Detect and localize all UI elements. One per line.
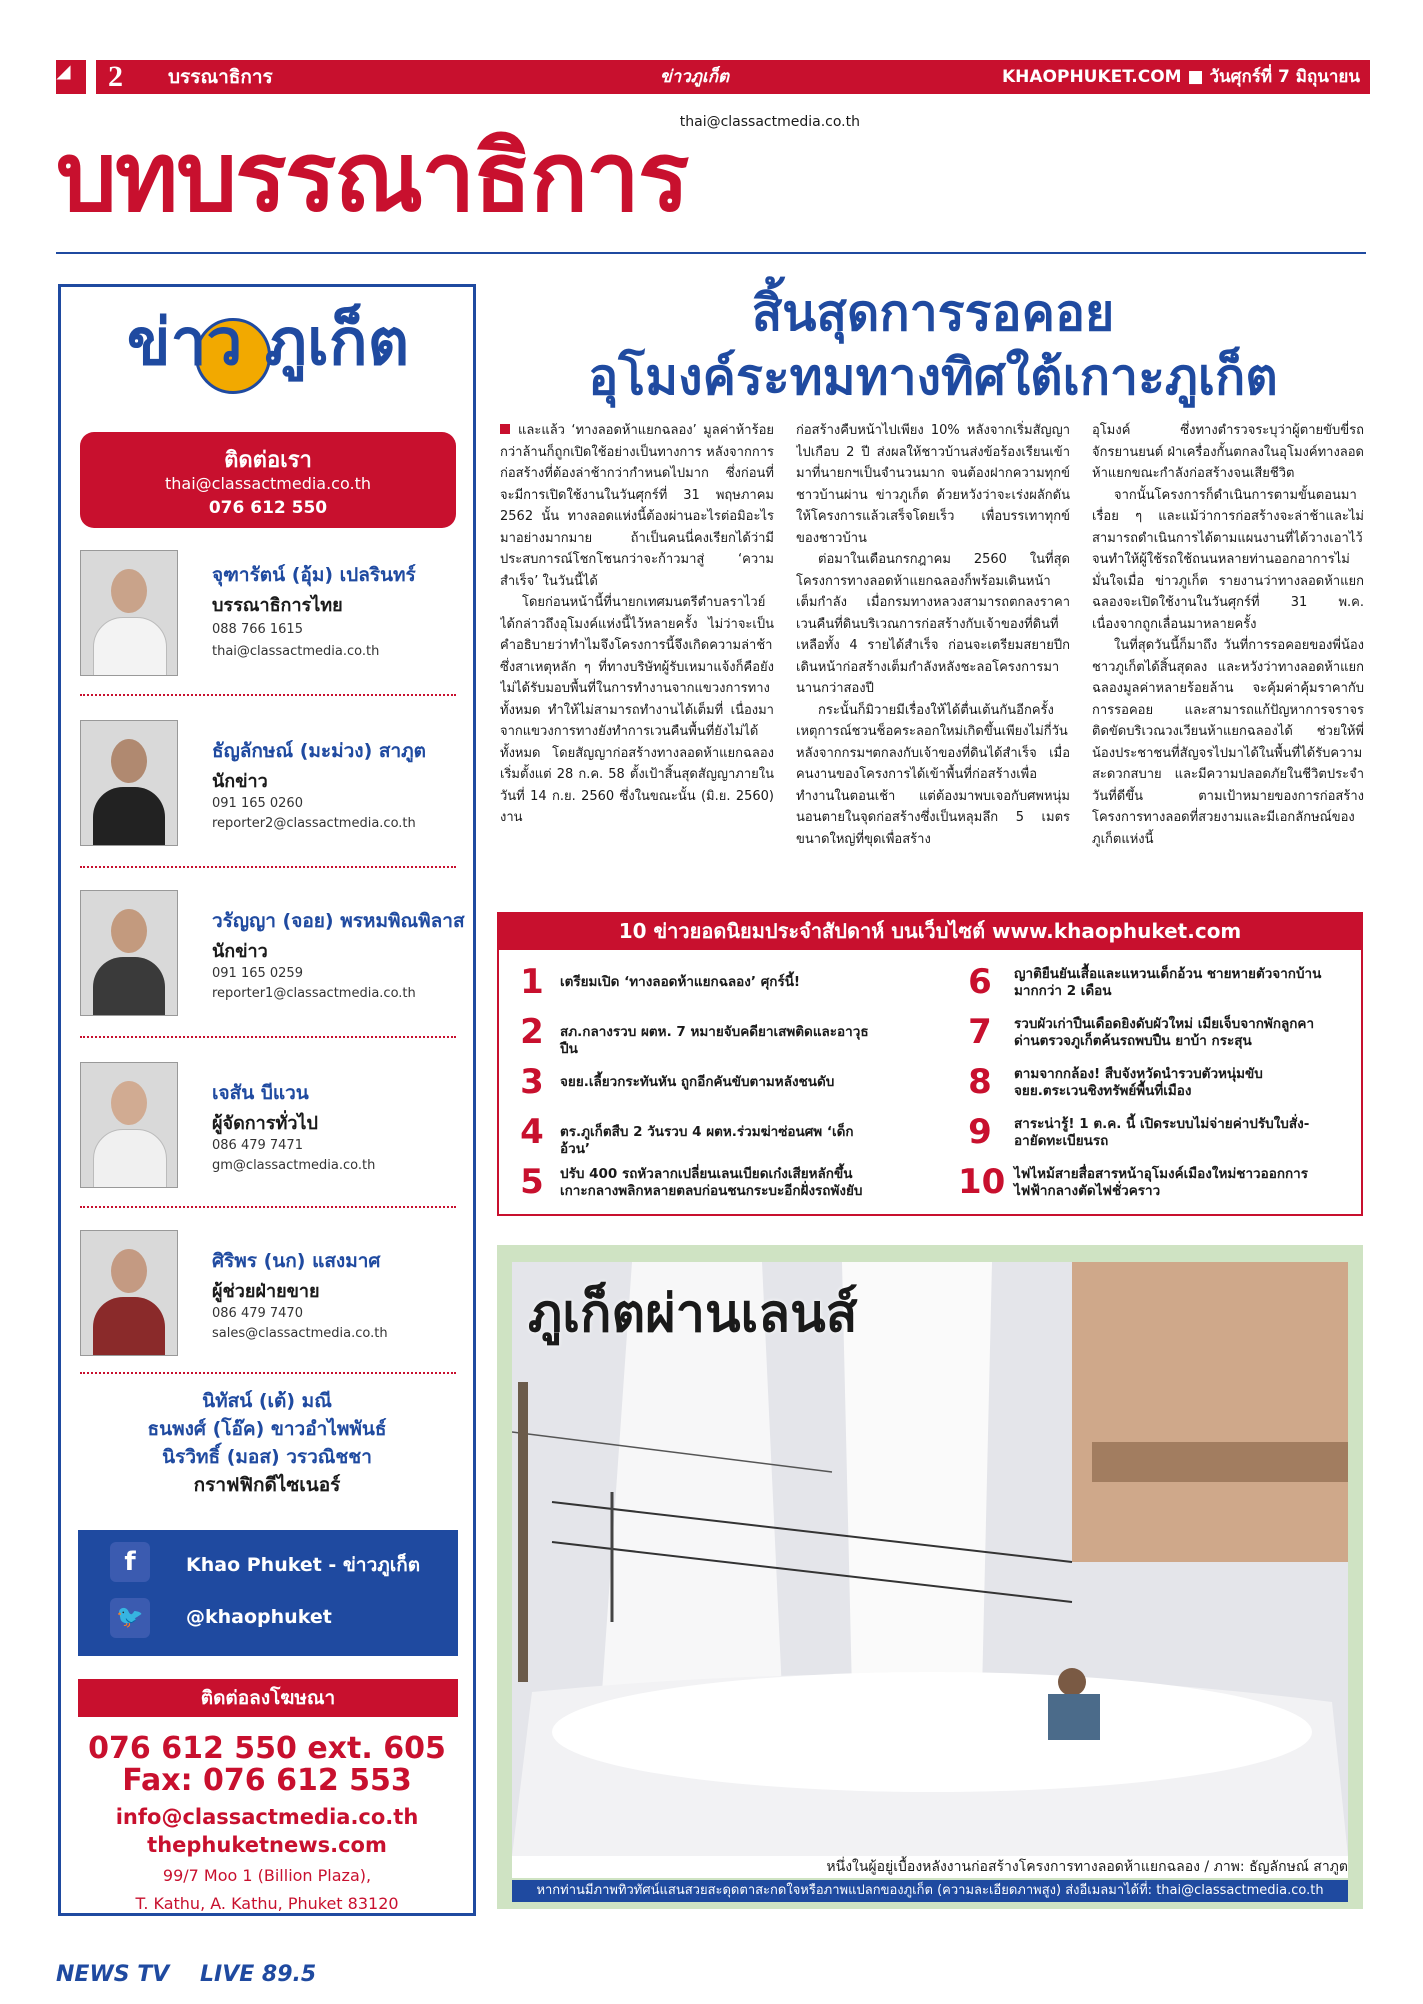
top10-item[interactable]: เตรียมเปิด ‘ทางลอดห้าแยกฉลอง’ ศุกร์นี้! (560, 974, 801, 990)
designer-role: กราฟฟิกดีไซเนอร์ (193, 1474, 341, 1496)
photo-illustration (512, 1262, 1348, 1856)
staff-phone: 091 165 0259 (212, 966, 303, 981)
divider (80, 1036, 456, 1038)
paragraph: ต่อมาในเดือนกรกฎาคม 2560 ในที่สุดโครงการทางลอดห้าแยกฉลองก็พร้อมเดินหน้าเต็มกำลัง เมื่อกรมทางหลวงสามารถตกลงราคาเวนคืนที่ดินบริเวณการก่อสร้างกับเจ้าของที่ดินที่เหลือทั้ง 4 รายได้สำเร็จ ก่อนจะเตรียมสยายปีกเดินหน้าก่อสร้างเต็มกำลังหลังชะลอโครงการมานานกว่าสองปี (796, 552, 1070, 696)
rank-number: 7 (968, 1012, 992, 1052)
ads-fax: Fax: 076 612 553 (122, 1763, 412, 1798)
divider (80, 1206, 456, 1208)
staff-name: เจสัน บีแวน (212, 1082, 309, 1104)
staff-role: ผู้จัดการทั่วไป (212, 1113, 318, 1134)
staff-email: gm@classactmedia.co.th (212, 1158, 376, 1173)
rank-number: 5 (520, 1162, 544, 1202)
divider (80, 694, 456, 696)
staff-role: นักข่าว (212, 771, 268, 792)
staff-name: ศิริพร (นก) แสงมาศ (212, 1250, 381, 1272)
staff-email: sales@classactmedia.co.th (212, 1326, 388, 1341)
site-date: KHAOPHUKET.COM ■ วันศุกร์ที่ 7 มิถุนายน 2562 (1001, 67, 1360, 121)
ads-title: ติดต่อลงโฆษณา (78, 1679, 458, 1717)
facebook-link[interactable]: Khao Phuket - ข่าวภูเก็ต (186, 1554, 421, 1576)
twitter-icon[interactable]: 🐦 (110, 1598, 150, 1638)
photo-credit: หนึ่งในผู้อยู่เบื้องหลังงานก่อสร้างโครงการทางลอดห้าแยกฉลอง / ภาพ: ธัญลักษณ์ สาภูต (512, 1856, 1348, 1878)
top10-item[interactable]: ปรับ 400 รถหัวลากเปลี่ยนเลนเบียดเก๋งเสียหลักขึ้นเกาะกลางพลิกหลายตลบก่อนชนกระบะอีกฝั่งรถพังยับ (560, 1166, 863, 1199)
top10-item[interactable]: ตร.ภูเก็ตสืบ 2 วันรวบ 4 ผตห.ร่วมฆ่าซ่อนศพ ‘เด็กอ้วน’ (560, 1124, 854, 1157)
paragraph: และแล้ว ‘ทางลอดห้าแยกฉลอง’ มูลค่าห้าร้อยกว่าล้านก็ถูกเปิดใช้อย่างเป็นทางการ หลังจากการก่อสร้างที่ต้องล่าช้ากว่ากำหนดไปมาก ซึ่งก่อนที่จะมีการเปิดใช้งานในวันศุกร์ที่ 31 พฤษภาคม 2562 นั้น ทางลอดแห่งนี้ต้องผ่านอะไรต่อมิอะไรมาอย่างมากมาย ถ้าเป็นคนนี่คงเรียกได้ว่ามีประสบการณ์โชกโชนกว่าจะก้าวมาสู่ ‘ความสำเร็จ’ ในวันนี้ได้ (500, 423, 774, 589)
avatar (80, 1062, 178, 1188)
title-email: thai@classactmedia.co.th (679, 114, 860, 130)
feature-photo (512, 1262, 1348, 1856)
staff-phone: 086 479 7471 (212, 1138, 303, 1153)
top10-item[interactable]: สาระน่ารู้! 1 ต.ค. นี้ เปิดระบบไม่จ่ายค่าปรับใบสั่ง-อายัดทะเบียนรถ (1014, 1116, 1310, 1149)
paragraph: โดยก่อนหน้านี้ที่นายกเทศมนตรีตำบลราไวย์ ได้กล่าวถึงอุโมงค์แห่งนี้ไว้หลายครั้ง ไม่ว่าจะเป็นคำอธิบายว่าทำไมจึงโครงการนี้จึงเกิดความล่าช้า ซึ่งสาเหตุหลัก ๆ ที่ทางบริษัทผู้รับเหมาแจ้งก็คือยังไม่ได้รับมอบพื้นที่ในการทำงานจากแขวงการทางทั้งหมด ทำให้ไม่สามารถทำงานได้เต็มที่ เนื่องมาจากแขวงการทางยังทำการเวนคืนพื้นที่ยังไม่ได้ทั้งหมด โดยสัญญาก่อสร้างทางลอดห้าแยกฉลองเริ่มตั้งแต่ 28 ก.ค. 58 ตั้งเป้าสิ้นสุดสัญญาภายในวันที่ 14 ก.ย. 2560 ซึ่งในขณะนั้น (มิ.ย. 2560) งาน (500, 595, 774, 825)
rank-number: 8 (968, 1062, 992, 1102)
rank-number: 9 (968, 1112, 992, 1152)
staff-email: reporter1@classactmedia.co.th (212, 986, 416, 1001)
top10-item[interactable]: รวบผัวเก่าปืนเดือดยิงดับผัวใหม่ เมียเจ็บจากพักลูกคาด่านตรวจภูเก็ตค้นรถพบปืน ยาบ้า กระสุน (1014, 1016, 1315, 1049)
article-column-3 (1092, 420, 1364, 900)
paragraph: กระนั้นก็มิวายมีเรื่องให้ได้ตื่นเต้นกันอีกครั้ง เหตุการณ์ชวนช็อคระลอกใหม่เกิดขึ้นเพียงไม่กี่วันหลังจากกรมฯตกลงกับเจ้าของที่ดินได้สำเร็จ เมื่อคนงานของโครงการได้เข้าพื้นที่ก่อสร้างเพื่อทำงานในตอนเช้า แต่ต้องมาพบเจอกับศพหนุ่มนอนตายในจุดก่อสร้างซึ่งเป็นหลุมลึก 5 เมตรขนาดใหญ่ที่ขุดเพื่อสร้าง (796, 702, 1070, 847)
staff-role: ผู้ช่วยฝ่ายขาย (212, 1281, 320, 1302)
rank-number: 2 (520, 1012, 544, 1052)
headline-line2: อุโมงค์ระทมทางทิศใต้เกาะภูเก็ต (588, 348, 1278, 406)
staff-role: นักข่าว (212, 941, 268, 962)
rank-number: 4 (520, 1112, 544, 1152)
top10-item[interactable]: ญาติยืนยันเสื้อและแหวนเด็กอ้วน ชายหายตัวจากบ้านมากกว่า 2 เดือน (1014, 966, 1322, 999)
staff-email: thai@classactmedia.co.th (212, 644, 380, 659)
brand-logo: ข่าว ภูเก็ต (126, 306, 410, 380)
designer-name: นิทัสน์ (เต้) มณี (202, 1390, 332, 1412)
staff-role: บรรณาธิการไทย (212, 595, 343, 616)
headline-line1: สิ้นสุดการรอคอย (751, 284, 1115, 342)
top10-item[interactable]: จยย.เลี้ยวกระทันหัน ถูกอีกคันขับตามหลังชนดับ (560, 1074, 835, 1090)
ads-email: info@classactmedia.co.th (115, 1805, 419, 1829)
page-number: 2 (108, 60, 123, 93)
designer-name: นิรวิทธิ์ (มอส) วรวณิชชา (162, 1446, 372, 1468)
top10-title: 10 ข่าวยอดนิยมประจำสัปดาห์ บนเว็บไซต์ www.khaophuket.com (497, 912, 1363, 950)
avatar (80, 890, 178, 1016)
bullet-icon (500, 424, 510, 434)
article-column-1 (500, 420, 774, 900)
photo-section-title: ภูเก็ตผ่านเลนส์ (528, 1284, 858, 1344)
top10-item[interactable]: ไฟไหม้สายสื่อสารหน้าอุโมงค์เมืองใหม่ชาวออกการไฟฟ้ากลางตัดไฟชั่วคราว (1014, 1166, 1308, 1199)
article-column-2 (796, 420, 1070, 900)
rank-number: 6 (968, 962, 992, 1002)
photo-caption: หากท่านมีภาพทิวทัศน์แสนสวยสะดุดตาสะกดใจหรือภาพแปลกของภูเก็ต (ความละเอียดภาพสูง) ส่งอีเมลมาได้ที่: thai@classactmedia.co.th (512, 1880, 1348, 1902)
facebook-icon[interactable]: f (110, 1542, 150, 1582)
news-tv-logo: NEWS TV (56, 1962, 170, 1987)
staff-phone: 091 165 0260 (212, 796, 303, 811)
paragraph: ก่อสร้างคืบหน้าไปเพียง 10% หลังจากเริ่มสัญญาไปเกือบ 2 ปี ส่งผลให้ชาวบ้านส่งข้อร้องเรียนเข้ามาที่นายกฯเป็นจำนวนมาก จนต้องฝากความทุกข์ชาวบ้านผ่าน ข่าวภูเก็ต ด้วยหวังว่าจะเร่งผลักดันให้โครงการแล้วเสร็จโดยเร็ว เพื่อบรรเทาทุกข์ของชาวบ้าน (796, 423, 1070, 546)
contact-email: thai@classactmedia.co.th (165, 474, 371, 493)
top10-item[interactable]: สภ.กลางรวบ ผตห. 7 หมายจับคดียาเสพติดและอาวุธปืน (560, 1024, 869, 1057)
avatar (80, 1230, 178, 1356)
divider (80, 1372, 456, 1374)
staff-phone: 086 479 7470 (212, 1306, 303, 1321)
staff-name: จุฑารัตน์ (อุ้ม) เปลรินทร์ (212, 564, 416, 586)
corner-mark (56, 60, 86, 94)
contact-phone: 076 612 550 (208, 498, 328, 518)
live-radio-logo: LIVE 89.5 (200, 1962, 317, 1987)
divider (80, 866, 456, 868)
twitter-link[interactable]: @khaophuket (186, 1606, 332, 1628)
designer-name: ธนพงศ์ (โอ๊ค) ขาวอำไพพันธ์ (147, 1418, 387, 1440)
staff-name: วรัญญา (จอย) พรหมพิณพิลาส (212, 910, 465, 932)
top10-item[interactable]: ตามจากกล้อง! สืบจังหวัดนำรวบตัวหนุ่มขับจยย.ตระเวนชิงทรัพย์พื้นที่เมือง (1014, 1066, 1263, 1099)
paragraph: อุโมงค์ ซึ่งทางตำรวจระบุว่าผู้ตายขับขี่รถจักรยานยนต์ ฝ่าเครื่องกั้นตกลงในอุโมงค์ทางลอดห้าแยกขณะกำลังก่อสร้างจนเสียชีวิต (1092, 423, 1364, 481)
title-divider (56, 252, 1366, 254)
rank-number: 1 (520, 962, 544, 1002)
paragraph: ในที่สุดวันนี้ก็มาถึง วันที่การรอคอยของพี่น้องชาวภูเก็ตได้สิ้นสุดลง และหวังว่าทางลอดห้าแยกฉลองมูลค่าหลายร้อยล้าน จะคุ้มค่าคุ้มราคากับการรอคอย และสามารถแก้ปัญหาการจราจรติดขัดบริเวณวงเวียนห้าแยกฉลองได้ ช่วยให้พี่น้องประชาชนที่สัญจรไปมาได้ในพื้นที่ได้รับความสะดวกสบาย และมีความปลอดภัยในชีวิตประจำวันที่ดีขึ้น ตามเป้าหมายของการก่อสร้างโครงการทางลอดที่สวยงามและมีเอกลักษณ์ของภูเก็ตแห่งนี้ (1092, 638, 1364, 847)
ads-phone: 076 612 550 ext. 605 (88, 1731, 446, 1766)
staff-email: reporter2@classactmedia.co.th (212, 816, 416, 831)
page-title: บทบรรณาธิการ (56, 121, 688, 233)
ads-address-line1: 99/7 Moo 1 (Billion Plaza), (162, 1866, 372, 1885)
paragraph: จากนั้นโครงการก็ดำเนินการตามขั้นตอนมาเรื่อย ๆ และแม้ว่าการก่อสร้างจะล่าช้าและไม่สามารถดำเนินการได้ตามแผนงานที่ได้วางเอาไว้ จนทำให้ผู้ใช้รถใช้ถนนหลายท่านออกอาการไม่มั่นใจเมื่อ ข่าวภูเก็ต รายงานว่าทางลอดห้าแยกฉลองจะเปิดใช้งานในวันศุกร์ที่ 31 พ.ค. เนื่องจากถูกเลื่อนมาหลายครั้ง (1092, 487, 1364, 632)
rank-number: 3 (520, 1062, 544, 1102)
section-label: บรรณาธิการ (168, 66, 273, 88)
ads-address-line2: T. Kathu, A. Kathu, Phuket 83120 (135, 1894, 399, 1913)
ads-website: thephuketnews.com (147, 1833, 387, 1857)
avatar (80, 550, 178, 676)
rank-number: 10 (958, 1162, 1006, 1202)
staff-phone: 088 766 1615 (212, 622, 303, 637)
contact-title: ติดต่อเรา (224, 448, 312, 473)
avatar (80, 720, 178, 846)
masthead-logo: ข่าวภูเก็ต (660, 67, 730, 87)
staff-name: ธัญลักษณ์ (มะม่วง) สาภูต (212, 740, 427, 762)
